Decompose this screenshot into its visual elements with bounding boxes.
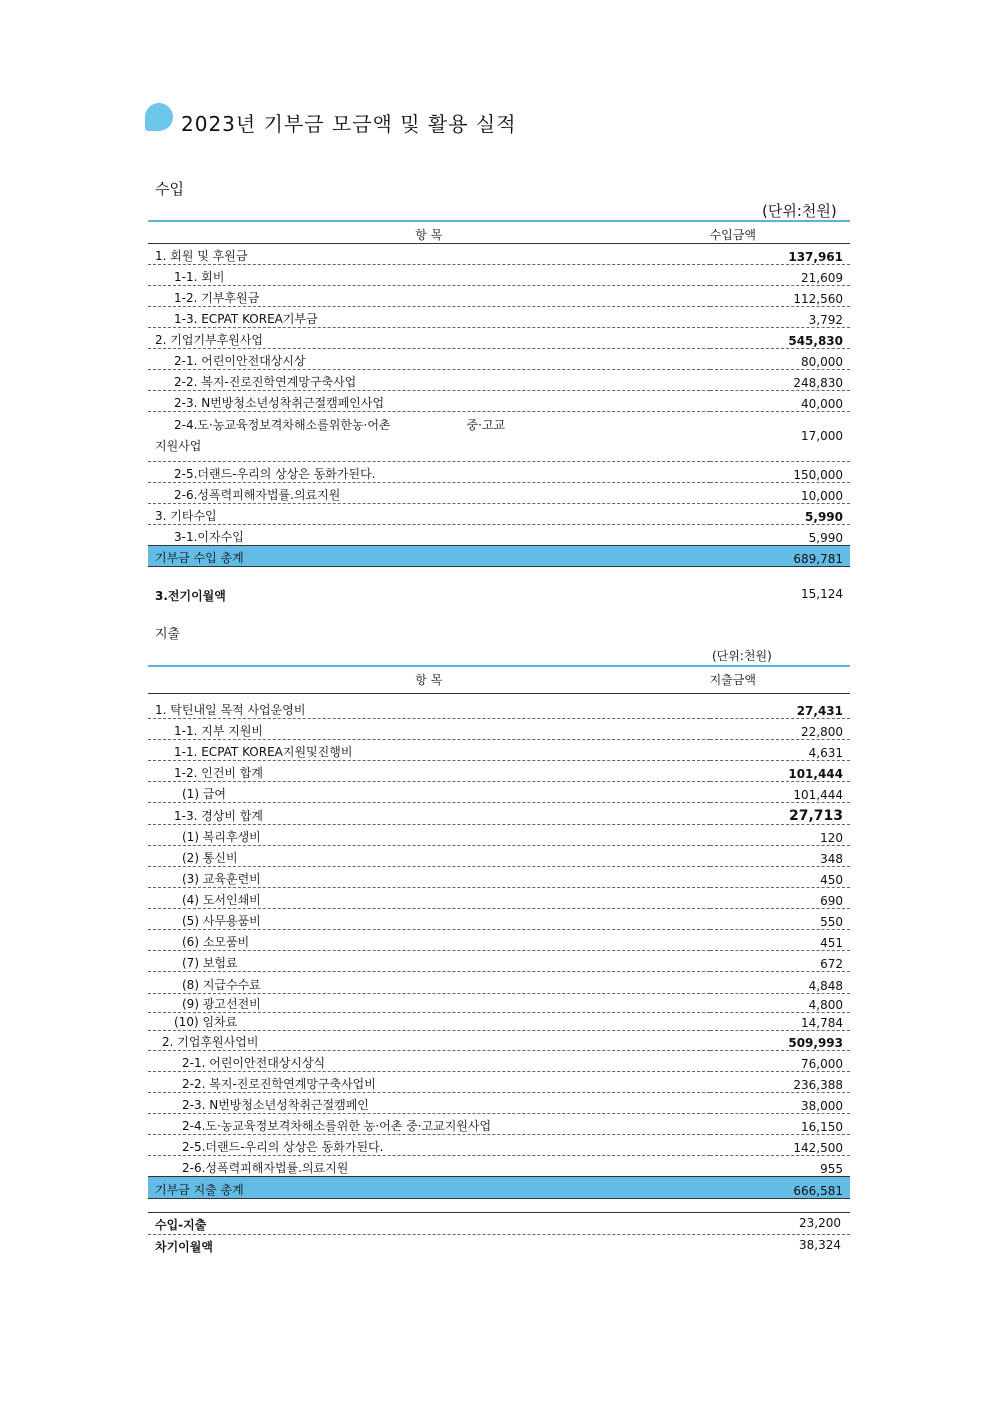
- income-row-amount: 40,000: [710, 390, 850, 411]
- expense-header-row: [148, 666, 850, 693]
- expense-row-amount: 22,800: [710, 718, 850, 739]
- income-row-label: 2. 기업기부후원사업: [148, 327, 710, 348]
- summary-divider-2: [148, 1234, 850, 1235]
- income-row-label: 3-1.이자수입: [148, 524, 710, 545]
- income-row: [148, 327, 850, 348]
- income-row: [148, 461, 850, 482]
- income-row-amount: 5,990: [710, 503, 850, 524]
- expense-row-amount: 38,000: [710, 1092, 850, 1113]
- expense-row: [148, 718, 850, 739]
- income-row: [148, 482, 850, 503]
- expense-row: [148, 802, 850, 824]
- title-bullet-icon: [145, 103, 173, 131]
- expense-heading: 지출: [155, 627, 181, 642]
- expense-row-label: (5) 사무용품비: [148, 908, 710, 929]
- income-row: [148, 285, 850, 306]
- expense-row: [148, 929, 850, 950]
- expense-row-amount: 14,784: [710, 1012, 850, 1030]
- expense-row: [148, 824, 850, 845]
- expense-row-label: (4) 도서인쇄비: [148, 887, 710, 908]
- expense-row: [148, 971, 850, 993]
- income-row-label: 2-3. N번방청소년성착취근절캠페인사업: [148, 390, 710, 411]
- expense-row: [148, 1030, 850, 1050]
- expense-table: [148, 665, 850, 1199]
- income-row: [148, 503, 850, 524]
- page-title: 2023년 기부금 모금액 및 활용 실적: [181, 112, 517, 136]
- expense-row-label: (10) 임차료: [148, 1012, 710, 1030]
- income-row-amount: 80,000: [710, 348, 850, 369]
- income-row: [148, 348, 850, 369]
- expense-header-amount: 지출금액: [710, 666, 850, 693]
- income-row: [148, 390, 850, 411]
- expense-row: [148, 693, 850, 718]
- expense-row-label: (2) 통신비: [148, 845, 710, 866]
- income-table: [148, 220, 850, 567]
- expense-row-label: 2. 기업후원사업비: [148, 1030, 710, 1050]
- expense-row: [148, 739, 850, 760]
- expense-row-amount: 450: [710, 866, 850, 887]
- income-row-label: 1-3. ECPAT KOREA기부금: [148, 306, 710, 327]
- expense-row-amount: 690: [710, 887, 850, 908]
- expense-row: [148, 1113, 850, 1134]
- expense-row-label: 1-3. 경상비 합계: [148, 802, 710, 824]
- expense-row-amount: 4,848: [710, 971, 850, 993]
- income-total-amount: 689,781: [710, 545, 850, 566]
- income-row-label: 3. 기타수입: [148, 503, 710, 524]
- expense-row-amount: 550: [710, 908, 850, 929]
- expense-row-amount: 4,631: [710, 739, 850, 760]
- expense-row: [148, 1071, 850, 1092]
- net-label: 수입-지출: [155, 1218, 207, 1232]
- expense-row-amount: 236,388: [710, 1071, 850, 1092]
- expense-unit: (단위:천원): [712, 649, 772, 663]
- income-row-label: 2-2. 복지-진로진학연계망구축사업: [148, 369, 710, 390]
- expense-row-amount: 27,431: [710, 693, 850, 718]
- expense-row-amount: 4,800: [710, 993, 850, 1012]
- expense-row: [148, 1092, 850, 1113]
- next-carryover-label: 차기이월액: [155, 1240, 213, 1254]
- expense-row-label: (8) 지급수수료: [148, 971, 710, 993]
- income-row: [148, 411, 850, 461]
- income-header-row: [148, 221, 850, 243]
- income-row-label: 2-1. 어린이안전대상시상: [148, 348, 710, 369]
- income-row: [148, 264, 850, 285]
- income-row-amount: 137,961: [710, 243, 850, 264]
- expense-row: [148, 993, 850, 1012]
- carryover-label: 3.전기이월액: [155, 589, 226, 603]
- expense-row-label: (6) 소모품비: [148, 929, 710, 950]
- expense-row-label: (1) 복리후생비: [148, 824, 710, 845]
- expense-total-amount: 666,581: [710, 1176, 850, 1198]
- expense-row-amount: 348: [710, 845, 850, 866]
- income-row-label-a: 2-4.도·농교육정보격차해소를위한농·어촌: [174, 418, 391, 432]
- income-row-amount: 545,830: [710, 327, 850, 348]
- income-row-label: [148, 411, 710, 461]
- expense-row-amount: 509,993: [710, 1030, 850, 1050]
- income-unit: (단위:천원): [762, 202, 837, 220]
- expense-row-label: 2-6.성폭력피해자법률.의료지원: [148, 1155, 710, 1176]
- expense-row-label: 2-1. 어린이안전대상시상식: [148, 1050, 710, 1071]
- expense-row-amount: 27,713: [710, 802, 850, 824]
- expense-row-label: 1. 탁틴내일 목적 사업운영비: [148, 693, 710, 718]
- income-header-item: 항 목: [148, 221, 710, 243]
- expense-row: [148, 887, 850, 908]
- expense-row-label: (9) 광고선전비: [148, 993, 710, 1012]
- expense-row-amount: 451: [710, 929, 850, 950]
- expense-row-amount: 101,444: [710, 760, 850, 781]
- expense-row-amount: 76,000: [710, 1050, 850, 1071]
- income-row-amount: 248,830: [710, 369, 850, 390]
- income-row-label: 2-6.성폭력피해자법률.의료지원: [148, 482, 710, 503]
- expense-row-label: 2-2. 복지-진로진학연계망구축사업비: [148, 1071, 710, 1092]
- net-amount: 23,200: [799, 1216, 841, 1230]
- expense-row: [148, 1050, 850, 1071]
- income-row-amount: 5,990: [710, 524, 850, 545]
- income-row: [148, 243, 850, 264]
- expense-row-label: (7) 보험료: [148, 950, 710, 971]
- income-total-row: [148, 545, 850, 566]
- expense-row-amount: 142,500: [710, 1134, 850, 1155]
- expense-row-label: (3) 교육훈련비: [148, 866, 710, 887]
- income-heading: 수입: [155, 180, 184, 198]
- expense-row-amount: 955: [710, 1155, 850, 1176]
- expense-row: [148, 908, 850, 929]
- expense-row: [148, 781, 850, 802]
- expense-row-label: 2-3. N번방청소년성착취근절캠페인: [148, 1092, 710, 1113]
- expense-row: [148, 1134, 850, 1155]
- summary-divider: [148, 1212, 850, 1213]
- expense-row-label: 1-1. ECPAT KOREA지원및진행비: [148, 739, 710, 760]
- income-total-label: 기부금 수입 총계: [148, 545, 710, 566]
- income-row: [148, 369, 850, 390]
- expense-row: [148, 950, 850, 971]
- income-row-amount: 3,792: [710, 306, 850, 327]
- expense-row-label: 2-4.도·농교육정보격차해소를위한 농·어촌 중·고교지원사업: [148, 1113, 710, 1134]
- income-row-amount: 17,000: [710, 411, 850, 461]
- income-row-amount: 112,560: [710, 285, 850, 306]
- expense-row-amount: 16,150: [710, 1113, 850, 1134]
- income-row-amount: 150,000: [710, 461, 850, 482]
- carryover-amount: 15,124: [801, 587, 843, 601]
- income-row-label: 2-5.더랜드-우리의 상상은 동화가된다.: [148, 461, 710, 482]
- income-row-label-b: 중·고교: [466, 418, 506, 432]
- expense-row-label: 2-5.더랜드-우리의 상상은 동화가된다.: [148, 1134, 710, 1155]
- expense-row: [148, 1155, 850, 1176]
- expense-header-item: 항 목: [148, 666, 710, 693]
- income-row-label-c: 지원사업: [155, 439, 202, 453]
- expense-row-amount: 672: [710, 950, 850, 971]
- expense-row: [148, 1012, 850, 1030]
- income-row-label: 1. 회원 및 후원금: [148, 243, 710, 264]
- next-carryover-amount: 38,324: [799, 1238, 841, 1252]
- expense-row: [148, 760, 850, 781]
- income-row: [148, 524, 850, 545]
- expense-row-label: (1) 급여: [148, 781, 710, 802]
- expense-row: [148, 866, 850, 887]
- income-header-amount: 수입금액: [710, 221, 850, 243]
- expense-row-label: 1-1. 지부 지원비: [148, 718, 710, 739]
- expense-total-label: 기부금 지출 총계: [148, 1176, 710, 1198]
- income-row-amount: 21,609: [710, 264, 850, 285]
- expense-row-amount: 120: [710, 824, 850, 845]
- expense-row-label: 1-2. 인건비 합계: [148, 760, 710, 781]
- expense-row: [148, 845, 850, 866]
- expense-total-row: [148, 1176, 850, 1198]
- income-row: [148, 306, 850, 327]
- income-row-label: 1-2. 기부후원금: [148, 285, 710, 306]
- expense-row-amount: 101,444: [710, 781, 850, 802]
- income-row-amount: 10,000: [710, 482, 850, 503]
- income-row-label: 1-1. 회비: [148, 264, 710, 285]
